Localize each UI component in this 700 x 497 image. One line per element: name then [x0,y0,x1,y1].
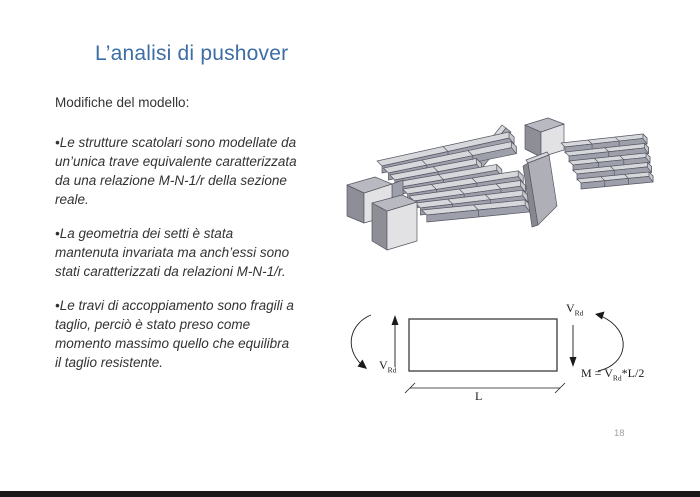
beam-diagram-figure [335,295,675,413]
intro-text: Modifiche del modello: [55,95,190,110]
bullet-line: momento massimo quello che equilibra [55,336,290,351]
moment-formula-label: $M = V_{Rd}*L/2$ [581,366,645,383]
bullet-paragraph-1 [55,133,355,209]
bullet-line: un’unica trave equivalente caratterizzata [55,154,297,169]
shear-arrow-right [570,325,577,367]
moment-arc-right [595,312,623,372]
page-number: 18 [614,428,625,439]
bullet-line: •Le strutture scatolari sono modellate da [55,135,297,150]
bullet-line: •Le travi di accoppiamento sono fragili a [55,298,294,313]
v-left-label: $V_{Rd}$ [379,358,397,375]
length-label: L [475,389,483,403]
bullet-line: •La geometria dei setti è stata [55,226,234,241]
dimension-line [405,383,565,393]
beam-rectangle [409,319,557,371]
bullet-list [55,133,355,387]
bullet-line: reale. [55,192,89,207]
slide-title: L’analisi di pushover [95,42,289,65]
bullet-paragraph-2 [55,224,355,281]
bullet-line: il taglio resistente. [55,355,164,370]
moment-arc-left [351,315,371,369]
bullet-line: da una relazione M-N-1/r della sezione [55,173,287,188]
structural-model-3d-figure [335,105,655,265]
bullet-line: stati caratterizzati da relazioni M-N-1/r. [55,264,286,279]
footer-bar [0,491,700,497]
bullet-paragraph-3 [55,296,355,372]
bullet-line: mantenuta invariata ma anch’essi sono [55,245,290,260]
bullet-line: taglio, perciò è stato preso come [55,317,251,332]
v-right-label: $V_{Rd}$ [566,301,584,318]
beam-diagram-drawing [335,295,675,413]
